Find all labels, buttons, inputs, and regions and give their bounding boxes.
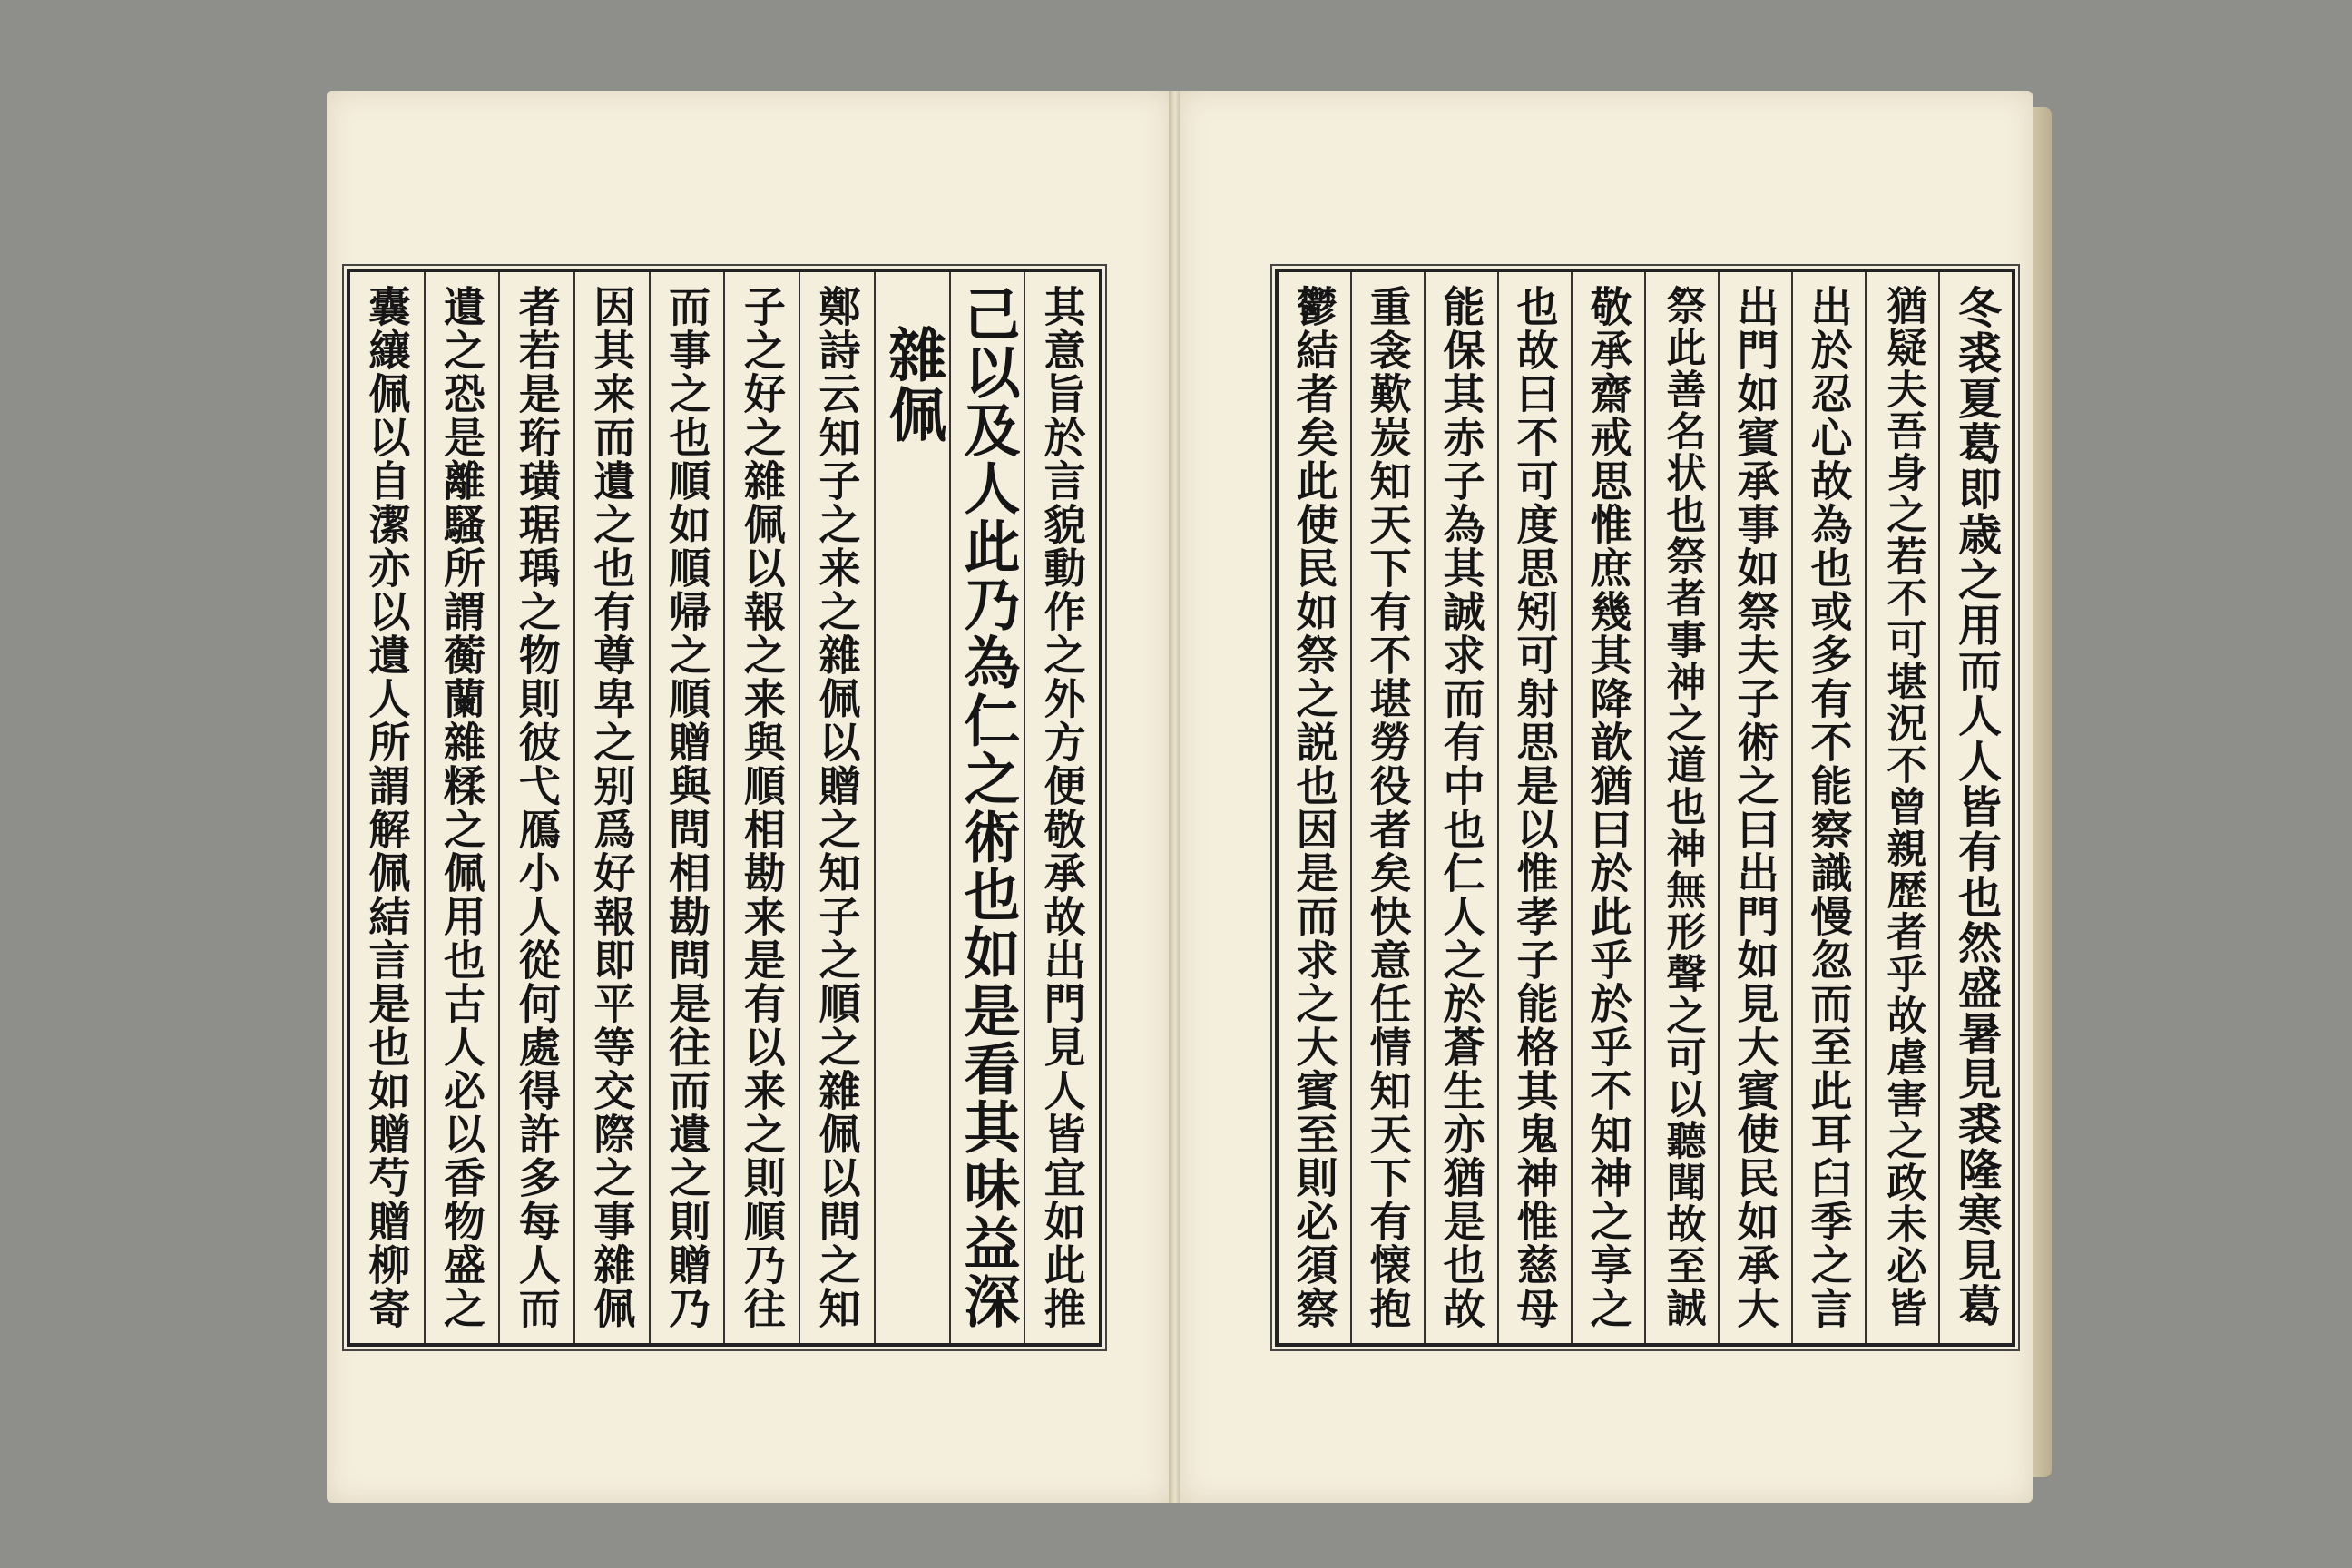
column [1791, 272, 1865, 1343]
column-text: 其意旨於言貌動作之外方便敬承故出門見人皆宜如此推 [1037, 285, 1087, 1330]
left-text-frame [347, 269, 1102, 1347]
left-columns [350, 272, 1099, 1343]
column-text: 而事之也順如順帰之順贈與問相勘問是往而遺之則贈乃 [662, 285, 712, 1330]
column [350, 272, 424, 1343]
right-page [1180, 91, 2033, 1503]
column [874, 272, 949, 1343]
column [1424, 272, 1497, 1343]
column-text: 囊纕佩以自潔亦以遺人所謂解佩結言是也如贈芍贈柳寄 [362, 285, 412, 1330]
column [1571, 272, 1644, 1343]
column [1497, 272, 1571, 1343]
column-text: 出門如賓承事如祭夫子術之曰出門如見大賓使民如承大 [1730, 285, 1780, 1330]
column [424, 272, 499, 1343]
column-text: 己以及人此乃為仁之術也如是看其味益深 [954, 285, 1021, 1330]
column-text: 遺之恐是離騷所謂蘅蘭雜糅之佩用也古人必以香物盛之 [437, 285, 487, 1330]
column [498, 272, 573, 1343]
column-text: 能保其赤子為其誠求而有中也仁人之於蒼生亦猶是也故 [1436, 285, 1486, 1330]
column-text: 也故曰不可度思矧可射思是以惟孝子能格其鬼神惟慈母 [1510, 285, 1560, 1330]
open-book [327, 91, 2037, 1506]
right-text-frame [1275, 269, 2015, 1347]
column [799, 272, 874, 1343]
column [1024, 272, 1099, 1343]
column [1644, 272, 1718, 1343]
column [1350, 272, 1424, 1343]
column-text: 子之好之雜佩以報之来與順相勘来是有以来之則順乃往 [737, 285, 787, 1330]
column-text: 冬裘夏葛即歳之用而人人皆有也然盛暑見裘隆寒見葛 [1950, 285, 2002, 1328]
column [1279, 272, 1350, 1343]
column-text: 重衾歎炭知天下有不堪勞役者矣快意任情知天下有懐抱 [1363, 285, 1413, 1330]
right-columns [1279, 272, 2012, 1343]
column [1865, 272, 1938, 1343]
column-text: 鬱結者矣此使民如祭之説也因是而求之大賓至則必須察 [1289, 285, 1339, 1330]
left-page [327, 91, 1171, 1503]
section-heading: 雜佩 [878, 325, 947, 445]
column-text: 出於忍心故為也或多有不能察識慢忽而至此耳臼季之言 [1804, 285, 1854, 1330]
column [649, 272, 724, 1343]
column [573, 272, 649, 1343]
column-text: 祭此善名状也祭者事神之道也神無形聲之可以聽聞故至誠 [1659, 285, 1706, 1328]
column [949, 272, 1024, 1343]
column-text: 鄭詩云知子之来之雜佩以贈之知子之順之雜佩以問之知 [812, 285, 862, 1330]
column [723, 272, 799, 1343]
column-text: 敬承齋戒思惟庶幾其降歆猶曰於此乎於乎不知神之享之 [1583, 285, 1633, 1330]
column [1938, 272, 2012, 1343]
column-text: 因其来而遺之也有尊卑之别爲好報即平等交際之事雜佩 [587, 285, 637, 1330]
column-text: 者若是珩璜琚瑀之物則彼弋鴈小人從何處得許多每人而 [512, 285, 562, 1330]
column-text: 猶疑夫吾身之若不可堪況不曾親歴者乎故虐害之政未必皆 [1879, 285, 1926, 1328]
column [1718, 272, 1791, 1343]
